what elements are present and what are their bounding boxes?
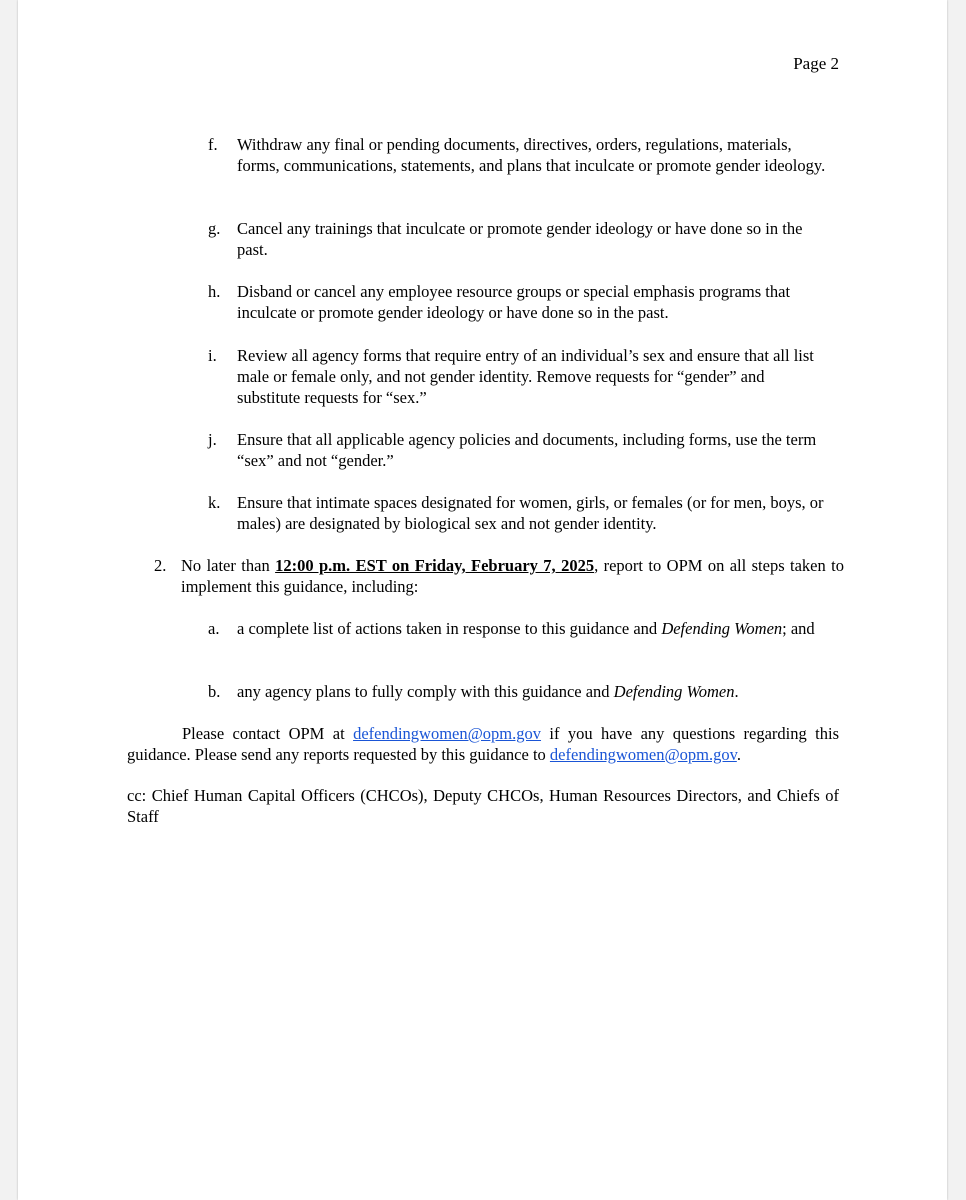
contact-text-2: if you have any questions regarding this guidance. Please send any reports requested by this guidance to — [127, 724, 839, 764]
list-marker: g. — [208, 219, 221, 238]
list-item-text — [237, 618, 828, 639]
item2a-text-post: ; and — [782, 619, 815, 638]
contact-text-3: . — [736, 745, 741, 764]
list-item-text: Review all agency forms that require entry of an individual’s sex and ensure that all list male or female only, and not gender identity. Remove requests for “gender” and substitute requests for “sex.” — [237, 346, 814, 407]
item2b-text-pre: any agency plans to fully comply with this guidance and — [237, 682, 614, 701]
list-item-text: Cancel any trainings that inculcate or promote gender ideology or have done so in the past. — [237, 219, 803, 259]
list-marker: 2. — [154, 556, 167, 575]
list-item-text: Ensure that intimate spaces designated for women, girls, or females (or for men, boys, or males) are designated by biological sex and not gender identity. — [237, 493, 824, 533]
page-number: Page 2 — [793, 54, 839, 73]
list-item-2b — [208, 681, 828, 702]
deadline-text: 12:00 p.m. EST on Friday, February 7, 2025 — [275, 556, 595, 575]
list-item-j — [208, 429, 828, 471]
list-item-g — [208, 218, 828, 260]
item2-text-pre: No later than — [181, 556, 276, 575]
email-link-1[interactable]: defendingwomen@opm.gov — [353, 724, 542, 743]
item2a-text-pre: a complete list of actions taken in response to this guidance and — [237, 619, 662, 638]
list-item-text — [181, 555, 844, 597]
list-marker: k. — [208, 493, 221, 512]
document-page — [18, 0, 947, 1200]
list-marker: b. — [208, 682, 221, 701]
list-marker: j. — [208, 430, 217, 449]
contact-paragraph — [127, 723, 839, 765]
list-marker: h. — [208, 282, 221, 301]
email-link-2[interactable]: defendingwomen@opm.gov — [549, 745, 737, 764]
item2-text-post: , report to OPM on all steps taken to implement this guidance, including: — [181, 556, 844, 596]
list-marker: i. — [208, 346, 217, 365]
list-item-2 — [154, 555, 844, 597]
list-marker: f. — [208, 135, 218, 154]
list-item-text: Ensure that all applicable agency policies and documents, including forms, use the term “sex” and not “gender.” — [237, 430, 817, 470]
list-item-text: Disband or cancel any employee resource groups or special emphasis programs that inculcate or promote gender ideology or have done so in the past. — [237, 282, 791, 322]
list-item-text: Withdraw any final or pending documents, directives, orders, regulations, materials, forms, communications, statements, and plans that inculcate or promote gender ideology. — [237, 135, 826, 175]
italic-title: Defending Women — [613, 682, 735, 701]
list-item-f — [208, 134, 828, 176]
contact-text-1: Please contact OPM at — [182, 724, 354, 743]
item2b-text-post: . — [734, 682, 739, 701]
list-item-2a — [208, 618, 828, 639]
list-item-text — [237, 681, 828, 702]
list-item-h — [208, 281, 828, 323]
list-marker: a. — [208, 619, 220, 638]
list-item-k — [208, 492, 828, 534]
cc-line: cc: Chief Human Capital Officers (CHCOs), Deputy CHCOs, Human Resources Directors, and Chiefs of Staff — [127, 786, 839, 826]
list-item-i — [208, 345, 828, 408]
italic-title: Defending Women — [661, 619, 783, 638]
